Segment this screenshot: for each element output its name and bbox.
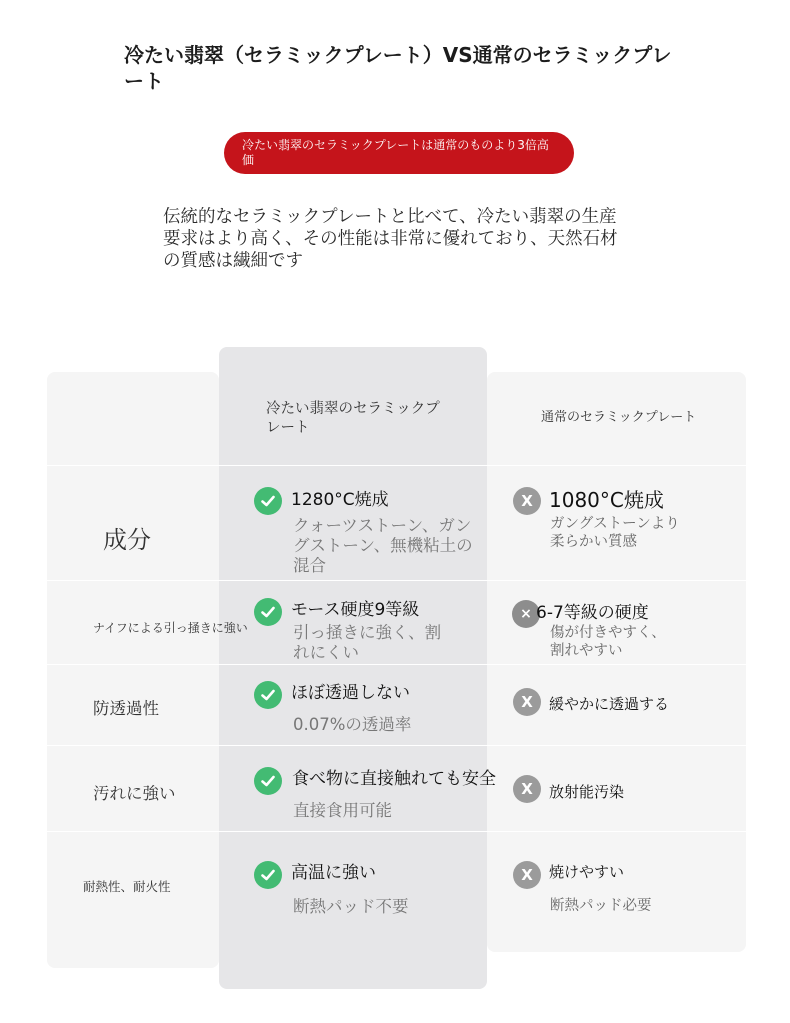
row-label-heat: 耐熱性、耐火性 (83, 879, 171, 894)
row-label-composition: 成分 (103, 526, 151, 554)
x-icon: × (512, 600, 540, 628)
jade-permeation-sub: 0.07%の透過率 (293, 715, 412, 734)
jade-permeation-title: ほぼ透過しない (291, 683, 410, 703)
x-icon: X (513, 861, 541, 889)
intro-text: 伝統的なセラミックプレートと比べて、冷たい翡翠の生産要求はより高く、その性能は非常に優れており、天然石材の質感は繊細です (163, 207, 618, 271)
row-label-permeation: 防透過性 (93, 699, 159, 718)
price-badge: 冷たい翡翠のセラミックプレートは通常のものより3倍高価 (224, 132, 574, 174)
check-icon (254, 681, 282, 709)
check-icon (254, 487, 282, 515)
jade-column (219, 347, 487, 989)
normal-heat-title: 焼けやすい (549, 863, 625, 881)
row-divider (47, 664, 746, 665)
row-divider (47, 745, 746, 746)
row-label-stain: 汚れに強い (93, 784, 176, 803)
jade-stain-sub: 直接食用可能 (293, 801, 392, 820)
normal-composition-sub: ガングストーンより柔らかい質感 (550, 516, 680, 550)
jade-composition-sub: クォーツストーン、ガングストーン、無機粘土の混合 (293, 516, 473, 575)
row-label-scratch: ナイフによる引っ掻きに強い (93, 621, 248, 635)
normal-heat-sub: 断熱パッド必要 (550, 898, 652, 914)
row-divider (47, 465, 746, 466)
check-icon (254, 861, 282, 889)
jade-scratch-title: モース硬度9等級 (291, 600, 420, 620)
normal-permeation-title: 緩やかに透過する (549, 695, 670, 713)
x-icon: X (513, 775, 541, 803)
jade-composition-title: 1280°C焼成 (291, 490, 389, 510)
normal-scratch-sub: 傷が付きやすく、割れやすい (550, 625, 666, 659)
normal-column-header: 通常のセラミックプレート (541, 410, 697, 425)
jade-scratch-sub: 引っ掻きに強く、割れにくい (293, 623, 442, 662)
normal-composition-title: 1080°C焼成 (549, 488, 664, 512)
check-icon (254, 598, 282, 626)
jade-heat-sub: 断熱パッド不要 (293, 897, 409, 916)
normal-scratch-title: 6-7等級の硬度 (536, 603, 649, 623)
check-icon (254, 767, 282, 795)
jade-heat-title: 高温に強い (291, 863, 376, 883)
row-divider (47, 831, 746, 832)
row-divider (47, 580, 746, 581)
page-title: 冷たい翡翠（セラミックプレート）VS通常のセラミックプレート (124, 43, 672, 93)
x-icon: X (513, 688, 541, 716)
normal-stain-title: 放射能汚染 (549, 783, 625, 801)
jade-column-header: 冷たい翡翠のセラミックプレート (266, 401, 440, 436)
x-icon: X (513, 487, 541, 515)
jade-stain-title: 食べ物に直接触れても安全 (292, 769, 496, 789)
